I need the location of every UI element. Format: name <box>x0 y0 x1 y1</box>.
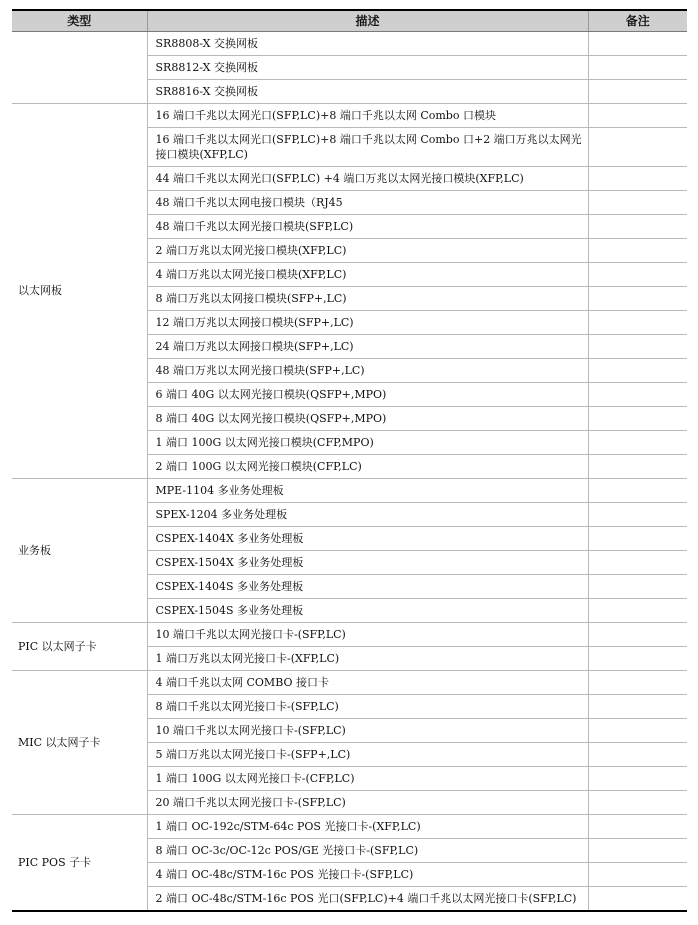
description-cell: 48 端口万兆以太网光接口模块(SFP+,LC) <box>147 359 588 383</box>
description-cell: 8 端口 OC-3c/OC-12c POS/GE 光接口卡-(SFP,LC) <box>147 839 588 863</box>
description-cell: 2 端口 OC-48c/STM-16c POS 光口(SFP,LC)+4 端口千兆以太网光接口卡(SFP,LC) <box>147 887 588 912</box>
note-cell <box>588 743 687 767</box>
description-cell: 1 端口 OC-192c/STM-64c POS 光接口卡-(XFP,LC) <box>147 815 588 839</box>
note-cell <box>588 695 687 719</box>
note-cell <box>588 359 687 383</box>
description-cell: 4 端口千兆以太网 COMBO 接口卡 <box>147 671 588 695</box>
description-cell: 5 端口万兆以太网光接口卡-(SFP+,LC) <box>147 743 588 767</box>
category-cell: 以太网板 <box>12 104 147 479</box>
table-row <box>12 671 687 695</box>
note-cell <box>588 479 687 503</box>
table-body <box>12 32 687 912</box>
note-cell <box>588 104 687 128</box>
note-cell <box>588 455 687 479</box>
category-cell <box>12 32 147 104</box>
note-cell <box>588 599 687 623</box>
description-cell: CSPEX-1504X 多业务处理板 <box>147 551 588 575</box>
note-cell <box>588 56 687 80</box>
note-cell <box>588 383 687 407</box>
note-cell <box>588 791 687 815</box>
description-cell: 1 端口万兆以太网光接口卡-(XFP,LC) <box>147 647 588 671</box>
description-cell: 8 端口万兆以太网接口模块(SFP+,LC) <box>147 287 588 311</box>
description-cell: 48 端口千兆以太网电接口模块（RJ45 <box>147 191 588 215</box>
description-cell: 10 端口千兆以太网光接口卡-(SFP,LC) <box>147 719 588 743</box>
category-cell: PIC POS 子卡 <box>12 815 147 912</box>
description-cell: 2 端口万兆以太网光接口模块(XFP,LC) <box>147 239 588 263</box>
description-cell: SR8808-X 交换网板 <box>147 32 588 56</box>
description-cell: 4 端口万兆以太网光接口模块(XFP,LC) <box>147 263 588 287</box>
note-cell <box>588 839 687 863</box>
description-cell: 1 端口 100G 以太网光接口卡-(CFP,LC) <box>147 767 588 791</box>
note-cell <box>588 503 687 527</box>
note-cell <box>588 215 687 239</box>
description-cell: 6 端口 40G 以太网光接口模块(QSFP+,MPO) <box>147 383 588 407</box>
note-cell <box>588 815 687 839</box>
note-cell <box>588 263 687 287</box>
description-cell: CSPEX-1504S 多业务处理板 <box>147 599 588 623</box>
note-cell <box>588 887 687 912</box>
note-cell <box>588 719 687 743</box>
description-cell: 1 端口 100G 以太网光接口模块(CFP,MPO) <box>147 431 588 455</box>
note-cell <box>588 32 687 56</box>
spec-table <box>12 9 687 912</box>
description-cell: 16 端口千兆以太网光口(SFP,LC)+8 端口千兆以太网 Combo 口模块 <box>147 104 588 128</box>
category-cell: PIC 以太网子卡 <box>12 623 147 671</box>
note-cell <box>588 623 687 647</box>
category-cell: MIC 以太网子卡 <box>12 671 147 815</box>
table-row <box>12 479 687 503</box>
note-cell <box>588 431 687 455</box>
note-cell <box>588 335 687 359</box>
description-cell: 10 端口千兆以太网光接口卡-(SFP,LC) <box>147 623 588 647</box>
description-cell: 20 端口千兆以太网光接口卡-(SFP,LC) <box>147 791 588 815</box>
note-cell <box>588 239 687 263</box>
description-cell: 24 端口万兆以太网接口模块(SFP+,LC) <box>147 335 588 359</box>
note-cell <box>588 287 687 311</box>
description-cell: 4 端口 OC-48c/STM-16c POS 光接口卡-(SFP,LC) <box>147 863 588 887</box>
note-cell <box>588 191 687 215</box>
header-note: 备注 <box>588 10 687 32</box>
description-cell: 2 端口 100G 以太网光接口模块(CFP,LC) <box>147 455 588 479</box>
note-cell <box>588 671 687 695</box>
note-cell <box>588 407 687 431</box>
description-cell: 16 端口千兆以太网光口(SFP,LC)+8 端口千兆以太网 Combo 口+2 端口万兆以太网光接口模块(XFP,LC) <box>147 128 588 167</box>
table-row <box>12 623 687 647</box>
table-row <box>12 104 687 128</box>
description-cell: CSPEX-1404S 多业务处理板 <box>147 575 588 599</box>
description-cell: 44 端口千兆以太网光口(SFP,LC) +4 端口万兆以太网光接口模块(XFP,LC) <box>147 167 588 191</box>
note-cell <box>588 167 687 191</box>
description-cell: MPE-1104 多业务处理板 <box>147 479 588 503</box>
note-cell <box>588 311 687 335</box>
description-cell: 12 端口万兆以太网接口模块(SFP+,LC) <box>147 311 588 335</box>
note-cell <box>588 647 687 671</box>
description-cell: CSPEX-1404X 多业务处理板 <box>147 527 588 551</box>
description-cell: SPEX-1204 多业务处理板 <box>147 503 588 527</box>
note-cell <box>588 551 687 575</box>
description-cell: 48 端口千兆以太网光接口模块(SFP,LC) <box>147 215 588 239</box>
header-description: 描述 <box>147 10 588 32</box>
table-row <box>12 815 687 839</box>
note-cell <box>588 128 687 167</box>
description-cell: SR8816-X 交换网板 <box>147 80 588 104</box>
note-cell <box>588 527 687 551</box>
category-cell: 业务板 <box>12 479 147 623</box>
description-cell: SR8812-X 交换网板 <box>147 56 588 80</box>
header-row <box>12 10 687 32</box>
table-row <box>12 32 687 56</box>
note-cell <box>588 575 687 599</box>
header-type: 类型 <box>12 10 147 32</box>
description-cell: 8 端口 40G 以太网光接口模块(QSFP+,MPO) <box>147 407 588 431</box>
note-cell <box>588 863 687 887</box>
note-cell <box>588 767 687 791</box>
description-cell: 8 端口千兆以太网光接口卡-(SFP,LC) <box>147 695 588 719</box>
note-cell <box>588 80 687 104</box>
